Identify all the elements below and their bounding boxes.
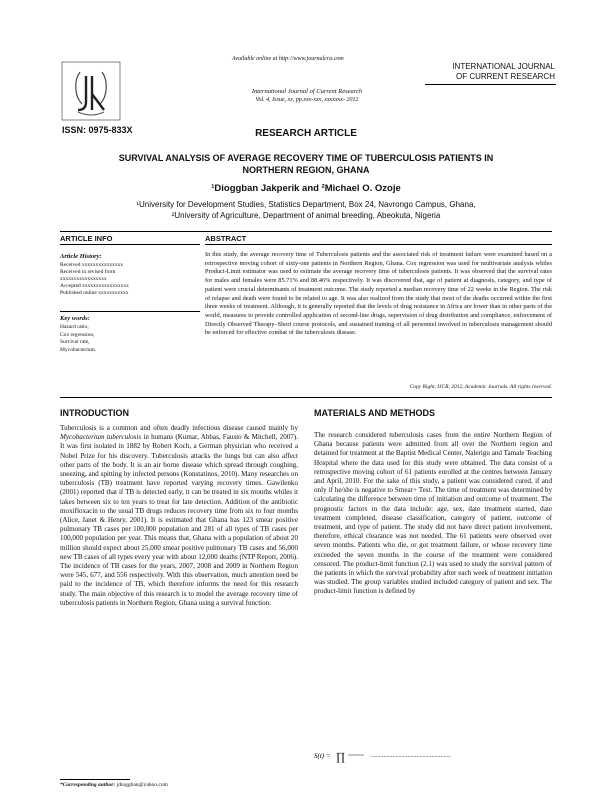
- paper-title-line1: SURVIVAL ANALYSIS OF AVERAGE RECOVERY TIME OF TUBERCULOSIS PATIENTS IN: [118, 153, 494, 163]
- history-item: Received xxxxxxxxxxxxxxx: [60, 262, 124, 268]
- product-limit-formula: [314, 747, 514, 763]
- history-list: [60, 262, 200, 297]
- intro-species: Mycobacterium tuberculosis: [60, 433, 142, 442]
- issn: ISSN: 0975-833X: [62, 125, 133, 135]
- article-info-rule: [60, 244, 200, 245]
- journal-volume: Vol. 4, Issue, xx, pp.xxx-xxx, xxxxxxx- 2012: [255, 97, 359, 103]
- history-item: Published online xxxxxxxxxxx: [60, 290, 129, 296]
- paper-title: [80, 152, 532, 176]
- footnote-rule: [60, 779, 130, 780]
- journal-banner: [425, 62, 555, 82]
- availability-line: Available online at http://www.journalcra.com: [232, 56, 344, 62]
- keywords-rule: [60, 311, 200, 312]
- article-type: RESEARCH ARTICLE: [255, 128, 357, 139]
- banner-rule: [425, 84, 556, 85]
- affiliation-1: ¹University for Development Studies, Statistics Department, Box 24, Navrongo Campus, Ghana,: [136, 200, 476, 209]
- abstract-bottom-rule: [60, 397, 552, 398]
- history-item: Received in revised form: [60, 269, 116, 275]
- copyright: Copy Right, IJCR, 2012, Academic Journals. All rights reserved.: [409, 384, 552, 390]
- keyword: Hazard ratio,: [60, 324, 89, 330]
- intro-text-rest: in humans (Kumar, Abbas, Fausto & Mitchell, 2007). It was first isolated in 1882 by Robert Koch, a German physician who received a Nobel Prize for his discovery. Tuberculosis attacks the lungs but can also affect other parts of the body. It is an air borne disease which spread through coughing, sneezing, and spitting by infected persons (Konstatinos, 2010). Many researches on tuberculosis (TB) treatment have reported varying recovery times. Gawilenko (2001) reported that if TB is detected early, it can be treated in six months whiles it takes between six to ten years to treat for late detection. Addition of the antibiotic moxifloxacin to the usual TB drugs reduces recovery time from six to four months (Alice, Janet & Henry, 2001). It is estimated that Ghana has 123 smear positive pulmonary TB cases per 100,000 population and 281 of all types of TB cases per 100,000 population per year. This means that, Ghana with a population of about 20 million should expect about 25,000 smear positive pulmonary TB cases and 56,000 new TB cases of all types every year with about 12,000 deaths (NTP Report, 2006). The incidence of TB cases for the years, 2007, 2008 and 2009 in Northern Region were 545, 677, and 556 respectively. With this observation, much attention need be paid to the incidence of TB, which therefore informs the need for this research study. The main objective of this research is to model the average recovery time of tuberculosis patients in Northern Region, Ghana using a survival function.: [60, 433, 298, 607]
- history-item: xxxxxxxxxxxxxxxxx: [60, 276, 107, 282]
- journal-logo: [60, 60, 122, 122]
- footnote: [60, 782, 168, 788]
- header-rule: [60, 231, 552, 232]
- methods-heading: MATERIALS AND METHODS: [314, 408, 435, 418]
- keywords-heading: Key words:: [60, 315, 90, 322]
- journal-name: International Journal of Current Research: [251, 88, 363, 95]
- article-info-heading: ARTICLE INFO: [60, 234, 113, 243]
- paper-title-line2: NORTHERN REGION, GHANA: [242, 165, 370, 175]
- introduction-text: [60, 424, 298, 608]
- affiliations: [60, 200, 552, 221]
- journal-banner-line2: OF CURRENT RESEARCH: [456, 72, 555, 81]
- keywords-list: [60, 324, 200, 354]
- keyword: Cox regression,: [60, 331, 95, 338]
- introduction-heading: INTRODUCTION: [60, 408, 129, 418]
- formula-dots: ......................................................: [370, 753, 451, 759]
- footnote-label: *Corresponding author:: [60, 782, 116, 788]
- history-heading: Article History:: [60, 253, 102, 260]
- intro-text-start: Tuberculosis is a common and often deadly infectious disease caused mainly by: [60, 424, 298, 432]
- methods-text: The research considered tuberculosis cases from the entire Northern Region of Ghana because patients were admitted from all over the Northern region and detained for treatment at the Baptist Medical Center, Nalerigu and Tamale Teaching Hospital where the data used for this study were obtained. The data consist of a retrospective moving cohort of 61 patients enrolled at the centres between January and April, 2010. For the sake of this study, a patient was considered cured, if and only if he/she is negative to Smear+ Test. The time of treatment was determined by calculating the difference between time of initiation and outcome of treatment. The prognostic factors in the data include: age, sex, date treatment started, date treatment completed, disease classification, category of patient, outcome of treatment, and type of patient. The study did not have direct patient involvement, therefore, ethical clearance was not needed. The 61 patients were observed over seven months. Patients who die, or got treatment failure, or whose recovery time exceeded the seven months in the course of the treatment were considered censored. The product-limit function (2.1) was used to study the survival pattern of the patients in which the survival probability after each week of treatment initiation was studied. The group variables studied included category of patient and sex. The product-limit function is defined by: [314, 431, 552, 596]
- formula-lhs: S(t) =: [314, 752, 331, 760]
- keyword: Mycobacterium.: [60, 346, 97, 353]
- journal-banner-line1: INTERNATIONAL JOURNAL: [452, 62, 555, 71]
- footnote-email[interactable]: jdioggban@yahoo.com: [116, 782, 168, 788]
- abstract-text: In this study, the average recovery time of Tuberculosis patients and the associated risk of treatment failure were examined based on a retrospective moving cohort of sixty-one patients in Northern Region, Ghana. Cox regression was used for multivariate analysis whiles Product-Limit estimator was used to estimate the average recovery time of tuberculosis patients. It was observed that the survival rates for males and females were 85.71% and 88.46% respectively. It was discovered that, age of patient at diagnosis, category, and type of patient were crucial determinants of treatment outcome. The study reported a median recovery time of 22 weeks in the Region. The risk of relapse and death were found to be related to age. It was also realized from the study that most of the deaths occurred within the first three weeks of treatment. Although, it is generally reported that the levels of drug resistance in Africa are lower than in other parts of the world, measures to provide controlled application of second-line drugs, supervision of drug distribution and compliance, enforcement of Directly Observed Therapy–Short course protocols, and sustained training of all personnel involved in tuberculosis management should be enforced for effective combat of the tuberculosis disease.: [205, 251, 552, 337]
- abstract-heading: ABSTRACT: [205, 234, 247, 243]
- product-symbol: ∏: [336, 751, 346, 763]
- affiliation-2: ²University of Agriculture, Department of animal breeding, Abeokuta, Nigeria: [171, 210, 441, 220]
- authors: ¹Dioggban Jakperik and ²Michael O. Ozoje: [211, 183, 401, 194]
- history-item: Accepted xxxxxxxxxxxxxxxxx: [60, 283, 129, 289]
- abstract-rule: [205, 244, 552, 245]
- keyword: Survival rate,: [60, 339, 90, 345]
